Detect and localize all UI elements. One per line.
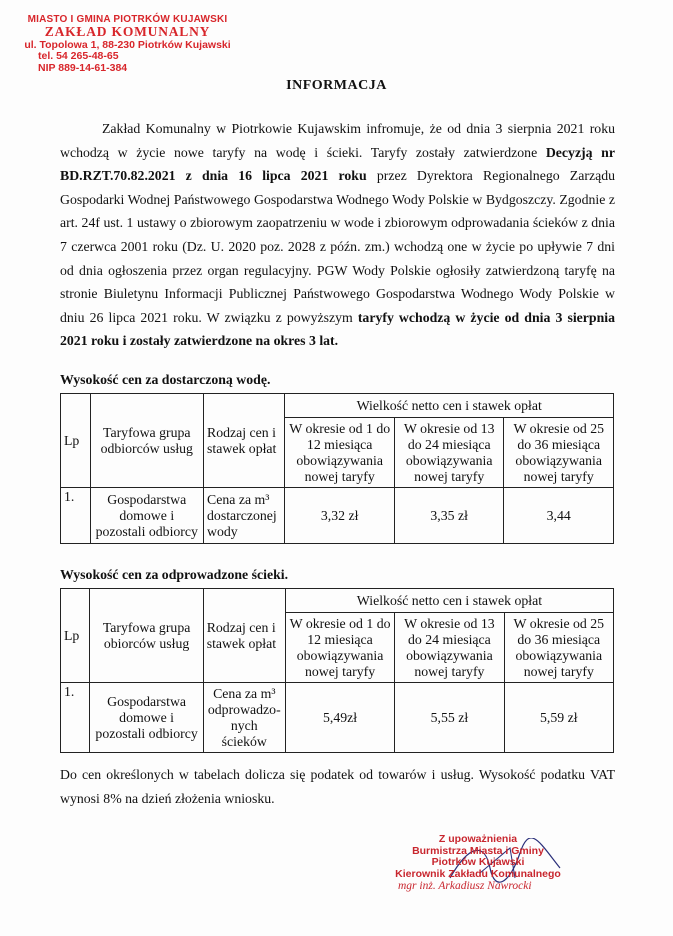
water-row-type: Cena za m³ dostarczonej wody bbox=[204, 488, 285, 544]
water-period-2: W okresie od 13 do 24 miesiąca obowiązywania nowej taryfy bbox=[394, 418, 504, 488]
sewage-price-3: 5,59 zł bbox=[504, 683, 613, 753]
water-section-title: Wysokość cen za dostarczoną wodę. bbox=[60, 372, 271, 387]
water-price-1: 3,32 zł bbox=[285, 488, 395, 544]
signature-line-3: Piotrków Kujawski bbox=[431, 856, 525, 868]
intro-bold-conclusion: taryfy wchodzą w życie od dnia 3 sierpnia 2021 roku i zostały zatwierdzone na okres 3 lat. bbox=[60, 309, 615, 349]
water-period-3: W okresie od 25 do 36 miesiąca obowiązywania nowej taryfy bbox=[504, 418, 614, 488]
sewage-price-table bbox=[60, 588, 614, 753]
sewage-header-group: Taryfowa grupa obiorców usług bbox=[90, 589, 203, 683]
intro-paragraph bbox=[60, 117, 615, 353]
stamp-nip: NIP 889-14-61-384 bbox=[38, 61, 128, 74]
water-header-group: Taryfowa grupa odbiorców usług bbox=[90, 394, 204, 488]
intro-text-2: przez Dyrektora Regionalnego Zarządu Gospodarki Wodnej Państwowego Gospodarstwa Wodnego Wody Polskie w Bydgoszczy. Zgodnie z art. 24f ust. 1 ustawy o zbiorowym zaopatrzeniu w wode i zbiorowym odprowadania ścieków z dnia 7 czerwca 2001 roku (Dz. U. 2020 poz. 2028 z późn. zm.) wchodzą one w życie po upływie 7 dni od dnia ogłoszenia przez organ regulacyjny. PGW Wody Polskie ogłosiły zatwierdzoną taryfę na stronie Biuletynu Informacji Publicznej Państwowego Gospodarstwa Wodnego Wody Polskie w dniu 26 lipca 2021 roku. W związku z powyższym bbox=[60, 168, 615, 325]
sewage-period-1: W okresie od 1 do 12 miesiąca obowiązywania nowej taryfy bbox=[285, 613, 394, 683]
signature-line-1: Z upoważnienia bbox=[438, 833, 518, 845]
intro-text-1: Zakład Komunalny w Piotrkowie Kujawskim infromuje, że od dnia 3 sierpnia 2021 roku wchodzą w życie nowe taryfy na wodę i ścieki. Taryfy zostały zatwierdzone bbox=[60, 121, 615, 160]
vat-note: Do cen określonych w tabelach dolicza się podatek od towarów i usług. Wysokość podatku VAT wynosi 8% na dzień złożenia wniosku. bbox=[60, 767, 615, 806]
sewage-section-title: Wysokość cen za odprowadzone ścieki. bbox=[60, 567, 289, 582]
stamp-company-name: ZAKŁAD KOMUNALNY bbox=[44, 24, 211, 39]
signature-line-4: Kierownik Zakładu Komunalnego bbox=[395, 867, 561, 880]
sewage-header-lp: Lp bbox=[61, 589, 90, 683]
signature-stamp bbox=[378, 834, 578, 880]
signatory-name: mgr inż. Arkadiusz Nawrocki bbox=[398, 880, 532, 892]
water-price-3: 3,44 bbox=[504, 488, 614, 544]
table-row bbox=[61, 488, 614, 544]
water-row-lp: 1. bbox=[61, 488, 91, 544]
stamp-address: ul. Topolowa 1, 88-230 Piotrków Kujawski bbox=[24, 38, 231, 51]
sewage-period-3: W okresie od 25 do 36 miesiąca obowiązywania nowej taryfy bbox=[504, 613, 613, 683]
water-price-2: 3,35 zł bbox=[394, 488, 504, 544]
sewage-row-type: Cena za m³ odprowadzo-nych ścieków bbox=[203, 683, 285, 753]
sewage-price-1: 5,49zł bbox=[285, 683, 394, 753]
water-price-table bbox=[60, 393, 614, 544]
stamp-municipality: MIASTO I GMINA PIOTRKÓW KUJAWSKI bbox=[27, 14, 228, 25]
sewage-header-span: Wielkość netto cen i stawek opłat bbox=[285, 589, 613, 613]
sewage-row-group: Gospodarstwa domowe i pozostali odbiorcy bbox=[90, 683, 203, 753]
water-header-lp: Lp bbox=[61, 394, 91, 488]
water-period-1: W okresie od 1 do 12 miesiąca obowiązywania nowej taryfy bbox=[285, 418, 395, 488]
document-title: INFORMACJA bbox=[286, 78, 387, 93]
water-header-type: Rodzaj cen i stawek opłat bbox=[204, 394, 285, 488]
company-stamp bbox=[20, 14, 235, 74]
decision-reference: Decyzją nr BD.RZT.70.82.2021 z dnia 16 lipca 2021 roku bbox=[60, 144, 615, 184]
sewage-price-2: 5,55 zł bbox=[395, 683, 504, 753]
sewage-period-2: W okresie od 13 do 24 miesiąca obowiązywania nowej taryfy bbox=[395, 613, 504, 683]
sewage-row-lp: 1. bbox=[61, 683, 90, 753]
sewage-header-type: Rodzaj cen i stawek opłat bbox=[203, 589, 285, 683]
signature-line-2: Burmistrza Miasta i Gminy bbox=[412, 844, 544, 857]
water-row-group: Gospodarstwa domowe i pozostali odbiorcy bbox=[90, 488, 204, 544]
stamp-phone: tel. 54 265-48-65 bbox=[38, 50, 119, 63]
water-header-span: Wielkość netto cen i stawek opłat bbox=[285, 394, 614, 418]
table-row bbox=[61, 683, 614, 753]
